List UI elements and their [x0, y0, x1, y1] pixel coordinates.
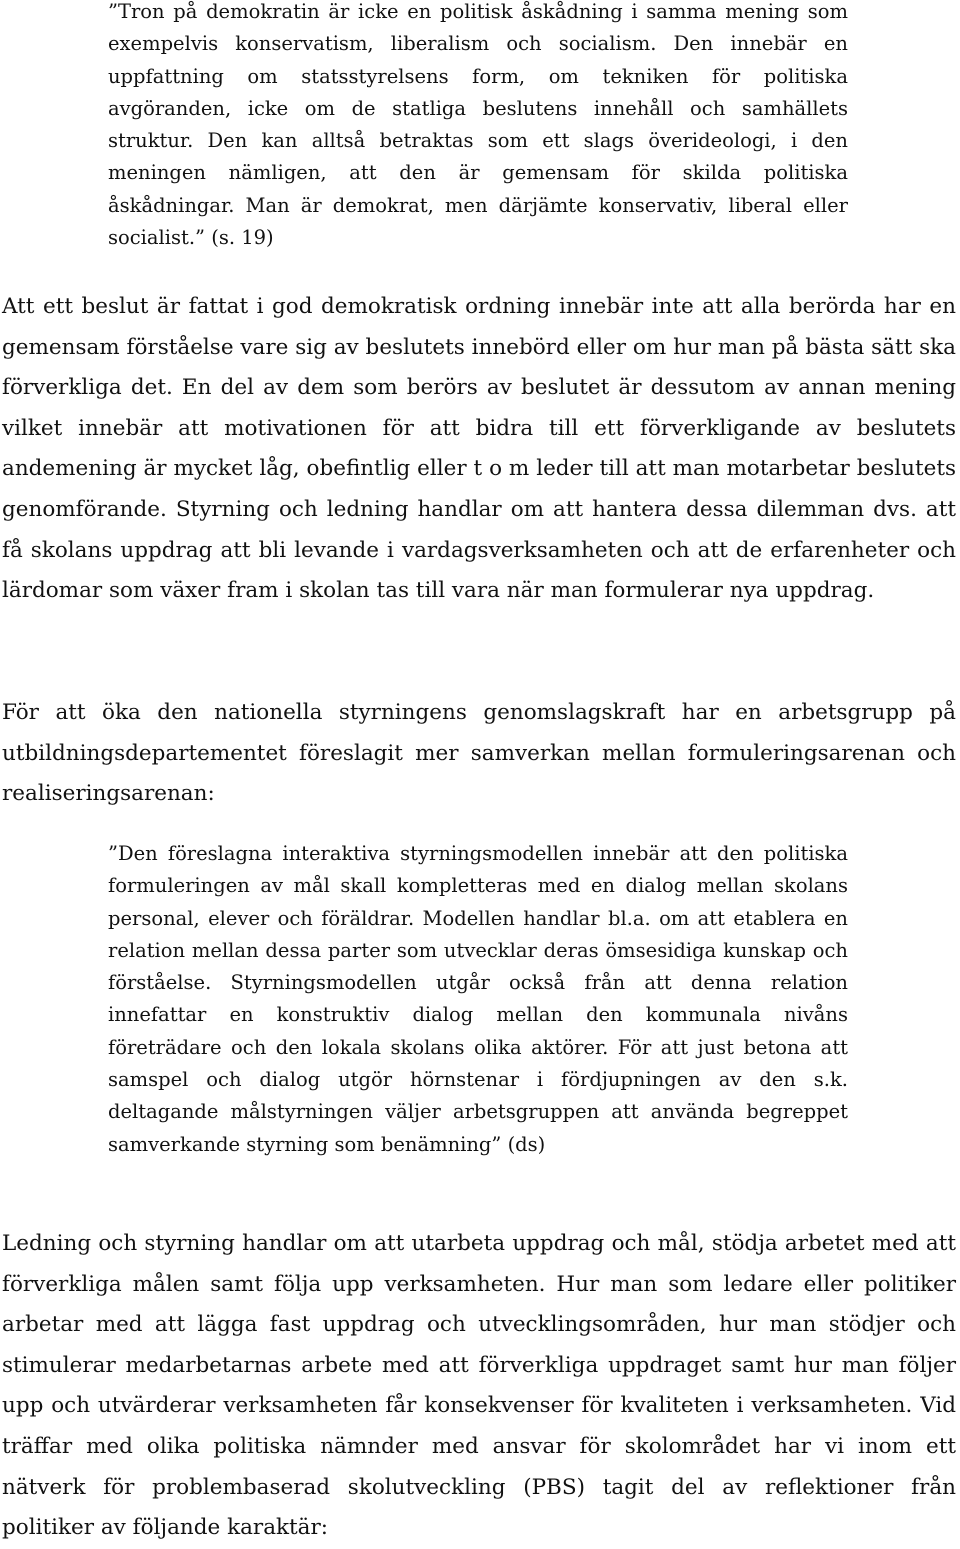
paragraph-leadership: Ledning och styrning handlar om att utarbeta uppdrag och mål, stödja arbetet med att förverkliga målen samt följa upp verksamheten. Hur man som ledare eller politiker arbetar med att lägga fast uppdrag och utvecklingsområden, hur man stödjer och stimulerar medarbetarnas arbete med att förverkliga uppdraget samt hur man följer upp och utvärderar verksamheten får konsekvenser för kvaliteten i verksamheten. Vid träffar med olika politiska nämnder med ansvar för skolområdet har vi inom ett nätverk för problembaserad skolutveckling (PBS) tagit del av reflektioner från politiker av följande karaktär:: [2, 1231, 956, 1541]
block-quote-democracy: ”Tron på demokratin är icke en politisk åskådning i samma mening som exempelvis konservatism, liberalism och socialism. Den innebär en uppfattning om statsstyrelsens form, om tekniken för politiska avgöranden, icke om de statliga beslutens innehåll och samhällets struktur. Den kan alltså betraktas som ett slags överideologi, i den meningen nämligen, att den är gemensam för skilda politiska åskådningar. Man är demokrat, men därjämte konservativ, liberal eller socialist.” (s. 19): [108, 0, 848, 250]
paragraph-decision-dilemma: Att ett beslut är fattat i god demokratisk ordning innebär inte att alla berörda har en gemensam förståelse vare sig av beslutets innebörd eller om hur man på bästa sätt ska förverkliga det. En del av dem som berörs av beslutet är dessutom av annan mening vilket innebär att motivationen för att bidra till ett förverkligande av beslutets andemening är mycket låg, obefintlig eller t o m leder till att man motarbetar beslutets genomförande. Styrning och ledning handlar om att hantera dessa dilemman dvs. att få skolans uppdrag att bli levande i vardagsverksamheten och att de erfarenheter och lärdomar som växer fram i skolan tas till vara när man formulerar nya uppdrag.: [2, 294, 956, 604]
block-quote-interactive-model: ”Den föreslagna interaktiva styrningsmodellen innebär att den politiska formuleringen av mål skall kompletteras med en dialog mellan skolans personal, elever och föräldrar. Modellen handlar bl.a. om att etablera en relation mellan dessa parter som utvecklar deras ömsesidiga kunskap och förståelse. Styrningsmodellen utgår också från att denna relation innefattar en konstruktiv dialog mellan den kommunala nivåns företrädare och den lokala skolans olika aktörer. För att just betona att samspel och dialog utgör hörnstenar i fördjupningen av den s.k. deltagande målstyrningen väljer arbetsgruppen att använda begreppet samverkande styrning som benämning” (ds): [108, 842, 848, 1156]
paragraph-national-steering: För att öka den nationella styrningens genomslagskraft har en arbetsgrupp på utbildningsdepartementet föreslagit mer samverkan mellan formuleringsarenan och realiseringsarenan:: [2, 700, 956, 807]
